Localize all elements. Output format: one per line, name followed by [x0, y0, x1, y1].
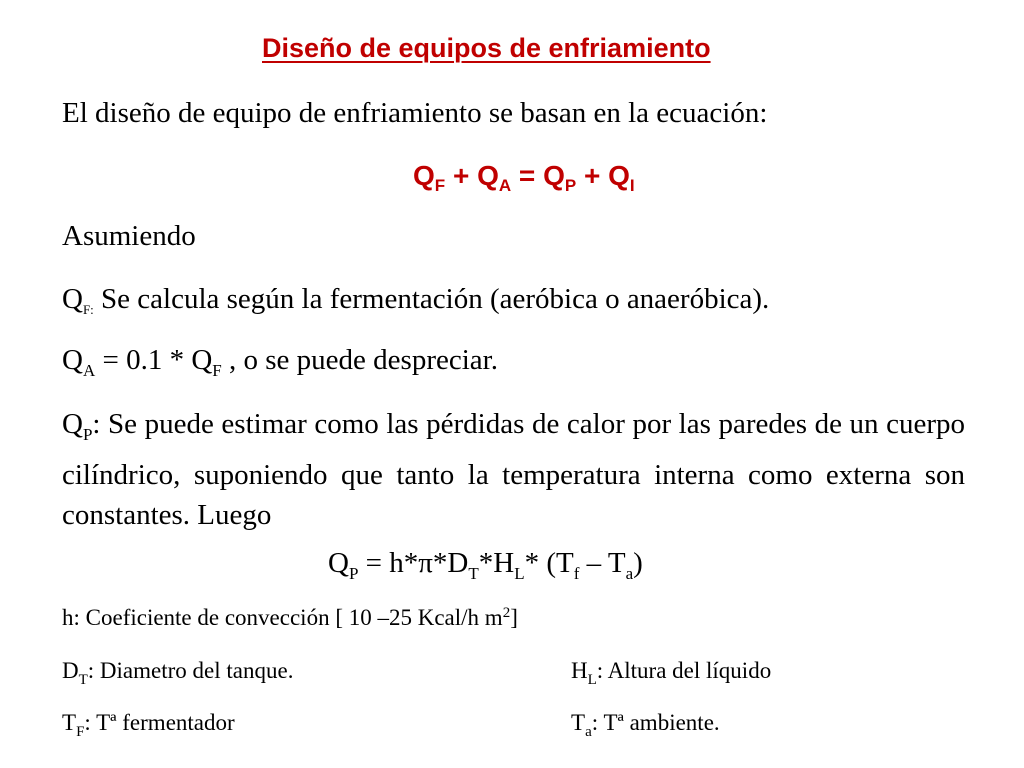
hl-definition: $H_L$: Altura del líquido	[571, 658, 772, 688]
main-equation: $Q_F + Q_A = Q_P + Q_I$	[413, 160, 635, 195]
qa-definition: $Q_A = 0.1 * Q_F$ , o se puede despreciar.	[62, 344, 498, 380]
qf-definition: $Q_{F:}$ Se calcula según la fermentación (aeróbica o anaeróbica).	[62, 283, 770, 317]
tf-definition: $T_F$: Tª fermentador	[62, 710, 235, 740]
qp-equation: $Q_P = h*\pi*D_T*H_L*$ $(T_f - T_a)$	[328, 547, 643, 583]
qp-definition: $Q_P$: Se puede estimar como las pérdidas de calor por las paredes de un cuerpo cilíndrico, suponiendo que tanto la temperatura interna como externa son constantes. Luego	[62, 408, 965, 531]
intro-text: El diseño de equipo de enfriamiento se basan en la ecuación:	[62, 97, 768, 129]
ta-definition: $T_a$: Tª ambiente.	[571, 710, 720, 740]
h-definition: h: Coeficiente de convección [ 10 –25 Kcal/h $m^2$]	[62, 605, 518, 630]
dt-definition: $D_T$: Diametro del tanque.	[62, 658, 294, 688]
assuming-label: Asumiendo	[62, 220, 196, 252]
slide-title: Diseño de equipos de enfriamiento	[262, 33, 711, 63]
